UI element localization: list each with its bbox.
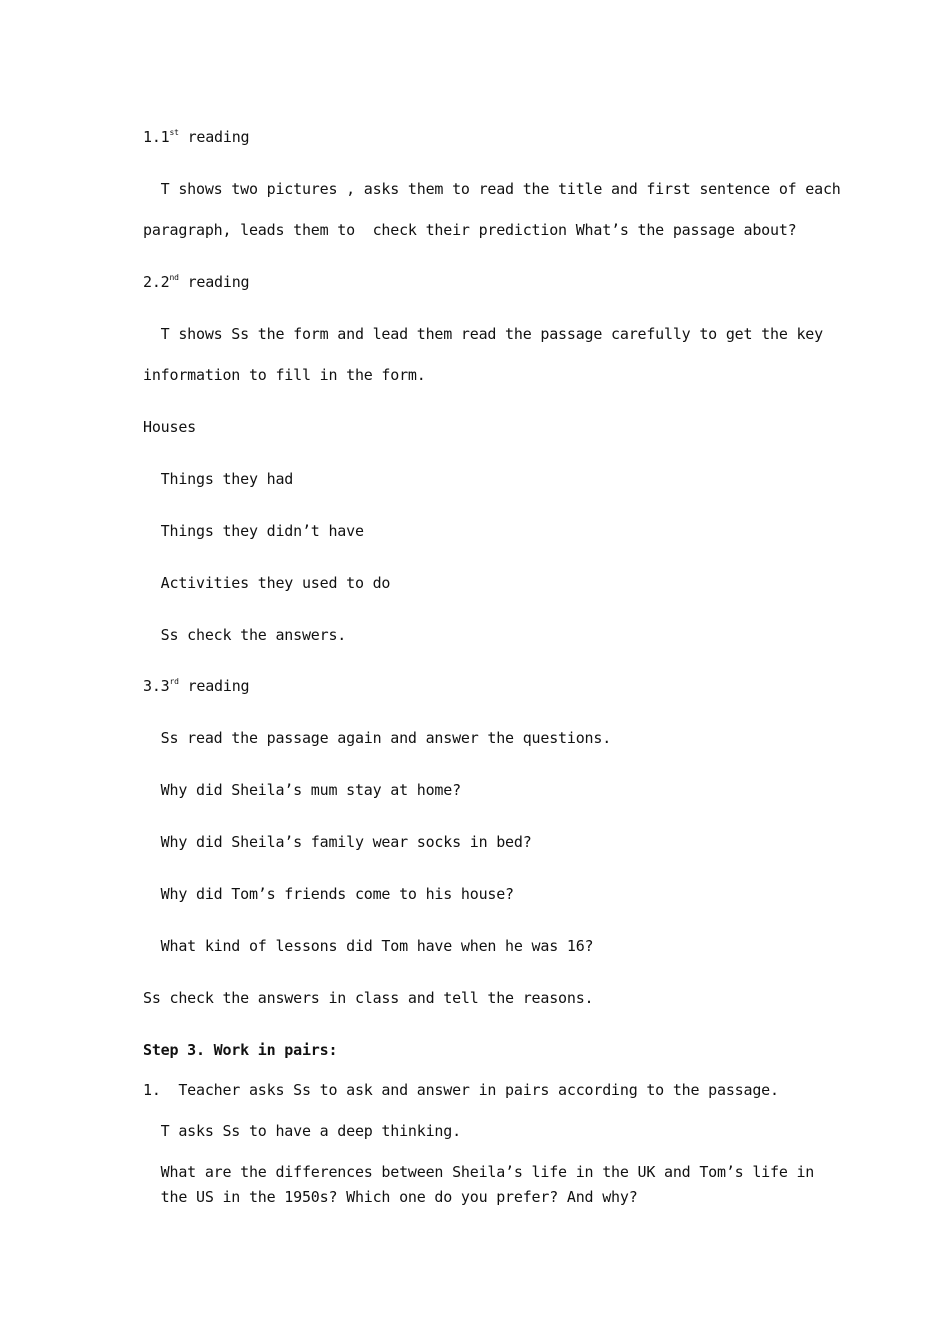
form-row: Activities they used to do: [143, 574, 391, 592]
question-item: What kind of lessons did Tom have when he was 16?: [143, 937, 594, 955]
section3-heading: [143, 676, 249, 696]
step3-title: Step 3. Work in pairs:: [143, 1041, 338, 1059]
section2-heading-number: 2.2: [143, 273, 170, 291]
section3-intro: Ss read the passage again and answer the questions.: [143, 729, 612, 747]
section3-heading-superscript: rd: [169, 677, 179, 686]
step3-item3-line1: What are the differences between Sheila’s life in the UK and Tom’s life in: [143, 1163, 815, 1181]
step3-item2: T asks Ss to have a deep thinking.: [143, 1122, 461, 1140]
section1-heading: [143, 127, 249, 147]
section2-check: Ss check the answers.: [143, 626, 347, 644]
section3-check: Ss check the answers in class and tell the reasons.: [143, 989, 594, 1007]
section2-paragraph-line2: information to fill in the form.: [143, 366, 426, 384]
form-row: Things they had: [143, 470, 294, 488]
section2-heading-text: reading: [178, 273, 250, 291]
step3-item1: 1. Teacher asks Ss to ask and answer in pairs according to the passage.: [143, 1081, 779, 1099]
section1-heading-text: reading: [178, 128, 250, 146]
form-row: Things they didn’t have: [143, 522, 364, 540]
section2-heading: [143, 272, 249, 292]
section2-paragraph-line1: T shows Ss the form and lead them read the passage carefully to get the key: [143, 325, 823, 343]
question-item: Why did Sheila’s mum stay at home?: [143, 781, 461, 799]
question-item: Why did Tom’s friends come to his house?: [143, 885, 514, 903]
section3-heading-number: 3.3: [143, 677, 170, 695]
section1-paragraph-line2: paragraph, leads them to check their prediction What’s the passage about?: [143, 221, 797, 239]
section1-paragraph-line1: T shows two pictures , asks them to read the title and first sentence of each: [143, 180, 841, 198]
form-title: Houses: [143, 418, 196, 436]
step3-item3-line2: the US in the 1950s? Which one do you prefer? And why?: [143, 1188, 638, 1206]
section2-heading-superscript: nd: [169, 273, 179, 282]
section1-heading-number: 1.1: [143, 128, 170, 146]
question-item: Why did Sheila’s family wear socks in bed?: [143, 833, 532, 851]
section1-heading-superscript: st: [169, 128, 179, 137]
section3-heading-text: reading: [178, 677, 250, 695]
